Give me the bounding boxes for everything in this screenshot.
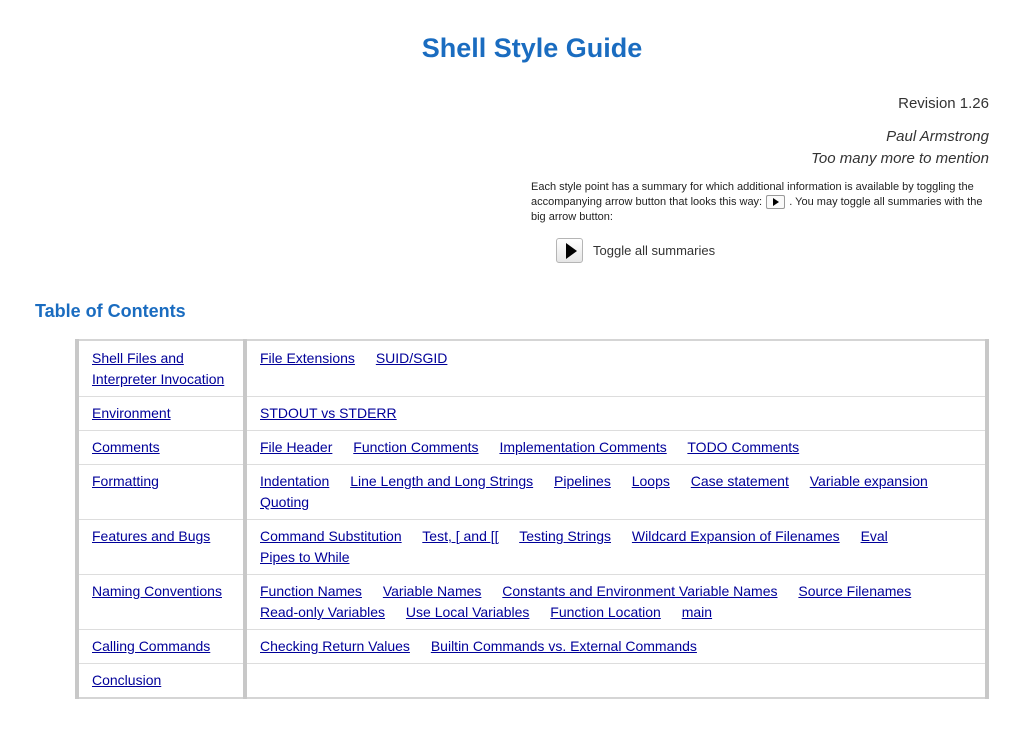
toc-links-cell <box>245 630 987 664</box>
toc-category-cell <box>77 520 245 575</box>
toc-row <box>77 431 987 465</box>
toc-row <box>77 465 987 520</box>
toc-link[interactable]: Variable Names <box>382 583 482 599</box>
toc-link[interactable]: SUID/SGID <box>375 350 448 366</box>
toc-link[interactable]: Command Substitution <box>260 528 402 544</box>
revision-label: Revision 1.26 <box>898 95 989 112</box>
toc-link[interactable]: Checking Return Values <box>260 638 410 654</box>
toc-category-cell <box>77 465 245 520</box>
intro-text-after: . You may toggle all summaries with the big arrow button: <box>531 196 983 223</box>
toc-link[interactable]: Implementation Comments <box>499 439 667 455</box>
toc-link[interactable]: Variable expansion <box>809 473 928 489</box>
toc-row <box>77 630 987 664</box>
toc-link[interactable]: Test, [ and [[ <box>422 528 499 544</box>
toc-links-cell <box>245 465 987 520</box>
toc-row <box>77 664 987 699</box>
toc-link[interactable]: TODO Comments <box>687 439 800 455</box>
toc-links-cell <box>245 664 987 699</box>
toc-row <box>77 397 987 431</box>
toc-links-cell <box>245 431 987 465</box>
toc-table <box>75 339 989 699</box>
toc-link[interactable]: Source Filenames <box>798 583 912 599</box>
toc-links-cell <box>245 340 987 397</box>
toc-link[interactable]: Loops <box>631 473 670 489</box>
toc-category-cell <box>77 630 245 664</box>
author-name: Paul Armstrong <box>886 128 989 145</box>
toc-category-link[interactable]: Environment <box>92 405 171 421</box>
toc-row <box>77 340 987 397</box>
play-arrow-icon[interactable] <box>766 195 785 209</box>
toc-link[interactable]: Function Names <box>260 583 362 599</box>
toc-link[interactable]: Line Length and Long Strings <box>350 473 534 489</box>
toc-links-cell <box>245 397 987 431</box>
toc-category-link[interactable]: Shell Files and Interpreter Invocation <box>92 350 225 387</box>
play-arrow-icon[interactable] <box>556 238 583 263</box>
toc-link[interactable]: Constants and Environment Variable Names <box>502 583 778 599</box>
toc-links-cell <box>245 520 987 575</box>
page-title: Shell Style Guide <box>421 33 643 63</box>
toc-category-cell <box>77 431 245 465</box>
toc-link[interactable]: STDOUT vs STDERR <box>260 405 397 421</box>
toc-link[interactable]: Use Local Variables <box>405 604 530 620</box>
toc-category-cell <box>77 664 245 699</box>
toggle-all-label: Toggle all summaries <box>593 243 716 258</box>
intro-text-before: Each style point has a summary for which additional information is available by toggling the accompanying arrow button that looks this way: <box>531 181 974 208</box>
toc-category-link[interactable]: Conclusion <box>92 672 162 688</box>
toc-link[interactable]: Eval <box>860 528 888 544</box>
toc-category-cell <box>77 397 245 431</box>
other-authors: Too many more to mention <box>811 150 989 167</box>
toc-category-link[interactable]: Naming Conventions <box>92 583 222 599</box>
intro-paragraph <box>531 180 991 225</box>
toc-category-cell <box>77 575 245 630</box>
toc-link[interactable]: Read-only Variables <box>260 604 386 620</box>
toc-row <box>77 520 987 575</box>
toc-row <box>77 575 987 630</box>
toc-category-cell <box>77 340 245 397</box>
toc-link[interactable]: Testing Strings <box>519 528 612 544</box>
toc-link[interactable]: Case statement <box>690 473 789 489</box>
toc-link[interactable]: Wildcard Expansion of Filenames <box>631 528 840 544</box>
toc-link[interactable]: Indentation <box>260 473 330 489</box>
toc-category-link[interactable]: Features and Bugs <box>92 528 211 544</box>
toc-link[interactable]: Pipes to While <box>260 549 350 565</box>
toc-link[interactable]: Function Location <box>550 604 661 620</box>
toc-link[interactable]: Quoting <box>260 494 310 510</box>
toc-heading: Table of Contents <box>35 301 186 321</box>
toc-link[interactable]: File Extensions <box>260 350 355 366</box>
toc-category-link[interactable]: Comments <box>92 439 160 455</box>
toc-link[interactable]: Builtin Commands vs. External Commands <box>430 638 697 654</box>
toc-link[interactable]: Function Comments <box>353 439 479 455</box>
toc-category-link[interactable]: Formatting <box>92 473 159 489</box>
toc-link[interactable]: main <box>681 604 713 620</box>
toc-category-link[interactable]: Calling Commands <box>92 638 211 654</box>
toc-link[interactable]: Pipelines <box>554 473 611 489</box>
toc-links-cell <box>245 575 987 630</box>
toc-body <box>77 340 987 698</box>
toggle-all-summaries-button[interactable] <box>556 238 715 263</box>
toc-link[interactable]: File Header <box>260 439 333 455</box>
